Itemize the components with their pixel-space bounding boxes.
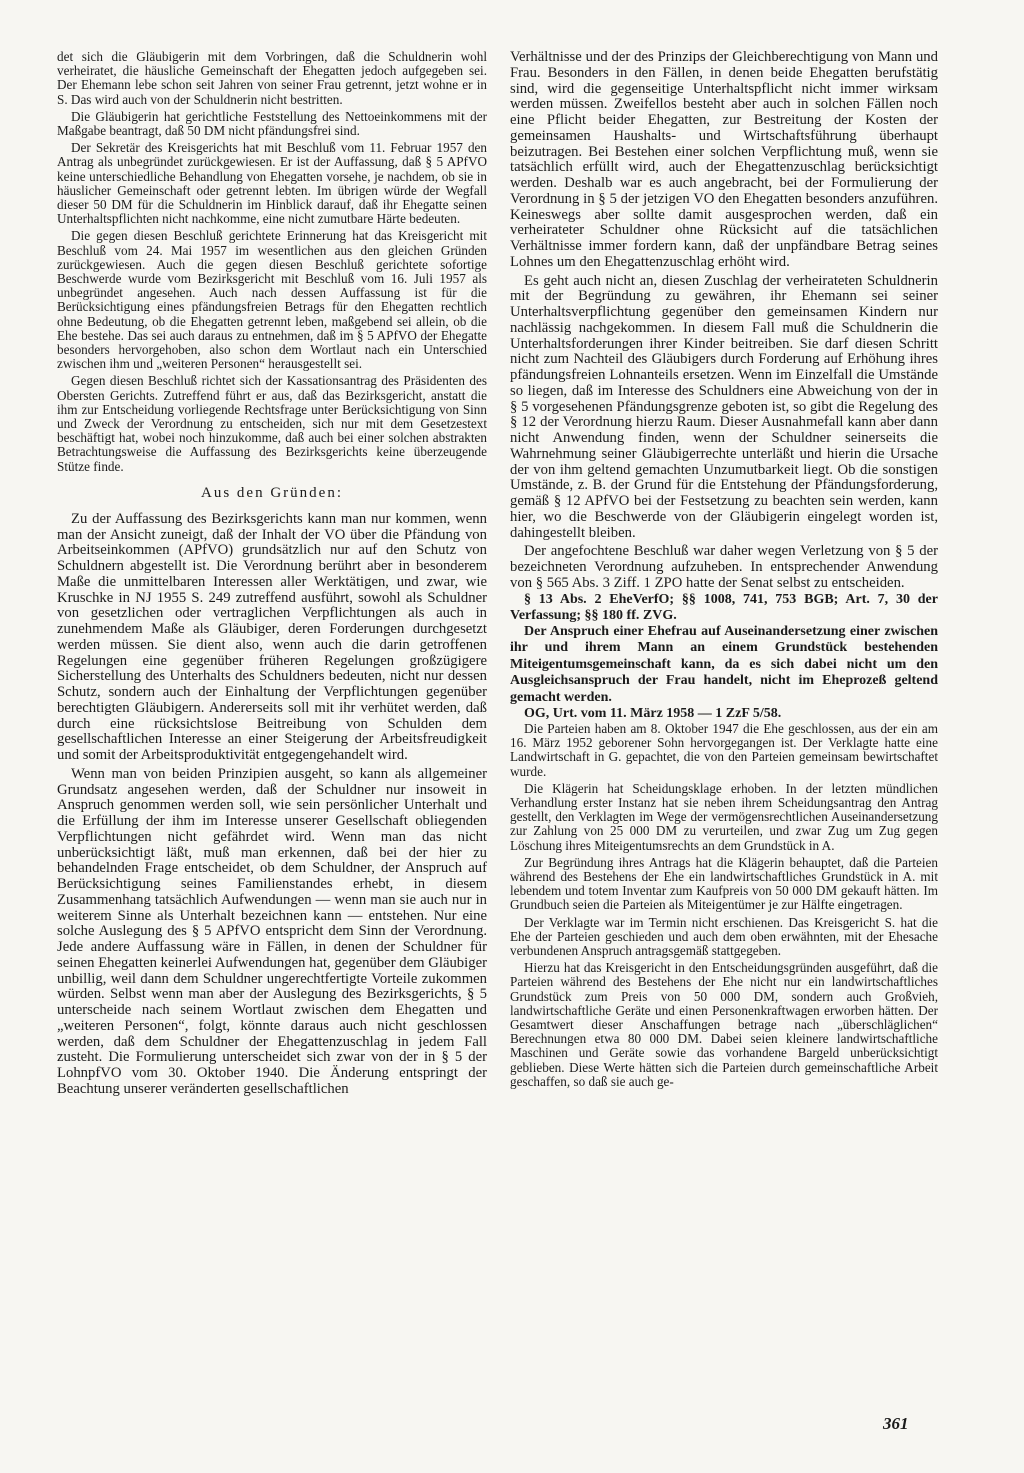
paragraph: Verhältnisse und der des Prinzips der Gleichberechtigung von Mann und Frau. Besonders in den Fällen, in denen beide Ehegatten berufstätig sind, wird die gegenseitige Unterhaltspflicht nicht immer wirksam werden müssen. Zweifellos besteht aber auch in solchen Fällen noch eine Pflicht beider Ehegatten, zur Bestreitung der Kosten der gemeinsamen Haushalts- und Wirtschaftsführung überhaupt beizutragen. Bei Bestehen einer solchen Verpflichtung muß, wenn sie tatsächlich erfüllt wird, auch der Ehegattenzuschlag berücksichtigt werden. Deshalb war es auch angebracht, bei der Formulierung der Verordnung in § 5 der jetzigen VO den Ehegatten besonders anzuführen. Keineswegs aber sollte damit ausgesprochen werden, daß ein verheirateter Schuldner ohne Rücksicht auf die tatsächlichen Verhältnisse immer fordern kann, daß der unpfändbare Betrag seines Lohnes um den Ehegattenzuschlag erhöht wird. [510, 49, 938, 270]
paragraph: Hierzu hat das Kreisgericht in den Entscheidungsgründen ausgeführt, daß die Parteien während des Bestehens der Ehe nicht nur ein landwirtschaftliches Grundstück zum Preis von 50 000 DM, sondern auch Großvieh, landwirtschaftliche Geräte und einen Personenkraftwagen erworben hätten. Der Gesamtwert dieser Anschaffungen betrage nach „überschläglichen“ Berechnungen etwa 80 000 DM. Dabei seien kleinere landwirtschaftliche Maschinen und Geräte sowie das vorhandene Bargeld unberücksichtigt geblieben. Diese Werte hätten sich die Parteien durch gemeinschaftliche Arbeit geschaffen, so daß sie auch ge- [510, 960, 938, 1089]
court-citation: OG, Urt. vom 11. März 1958 — 1 ZzF 5/58. [524, 706, 782, 721]
paragraph: det sich die Gläubigerin mit dem Vorbringen, daß die Schuldnerin wohl verheiratet, die häusliche Gemeinschaft der Ehegatten jedoch aufgegeben sei. Der Ehemann lebe schon seit Jahren von seiner Frau getrennt, jetzt wohne er in S. Das wird auch von der Schuldnerin nicht bestritten. [57, 49, 487, 107]
paragraph: Der angefochtene Beschluß war daher wegen Verletzung von § 5 der bezeichneten Verordnung aufzuheben. In entsprechender Anwendung von § 565 Abs. 3 Ziff. 1 ZPO hatte der Senat selbst zu entscheiden. [510, 543, 938, 591]
headnote: Der Anspruch einer Ehefrau auf Auseinandersetzung einer zwischen ihr und ihrem Mann an einem Grundstück bestehenden Miteigentumsgemeinschaft kann, da es sich dabei nicht um den Ausgleichsanspruch der Frau handelt, nicht im Eheprozeß geltend gemacht werden. [510, 623, 938, 705]
page-number: 361 [883, 1414, 909, 1433]
paragraph: Die gegen diesen Beschluß gerichtete Erinnerung hat das Kreisgericht mit Beschluß vom 24. Mai 1957 im wesentlichen aus den gleichen Gründen zurückgewiesen. Auch die gegen diesen Beschluß gerichtete sofortige Beschwerde wurde vom Bezirksgericht mit Beschluß vom 16. Juli 1957 als unbegründet angesehen. Auch nach dessen Auffassung ist für die Berücksichtigung eines pfändungsfreien Betrags für den Ehegatten rechtlich ohne Bedeutung, ob die Ehegatten getrennt leben, maßgebend sei allein, ob die Ehe bestehe. Das sei auch daraus zu entnehmen, daß im § 5 APfVO der Ehegatte besonders hervorgehoben, also schon dem Wortlaut nach ein Unterschied zwischen ihm und „weiteren Personen“ herausgestellt sei. [57, 228, 487, 372]
paragraph: Die Gläubigerin hat gerichtliche Feststellung des Nettoeinkommens mit der Maßgabe beantragt, daß 50 DM nicht pfändungsfrei sind. [57, 108, 487, 139]
paragraph: Wenn man von beiden Prinzipien ausgeht, so kann als allgemeiner Grundsatz angesehen werden, daß der Schuldner nur insoweit in Anspruch genommen werden soll, wie sein persönlicher Unterhalt und die Erfüllung der ihm im Interesse unserer Gesellschaft obliegenden Verpflichtungen nicht gefährdet wird. Wenn man das nicht unberücksichtigt läßt, muß man erkennen, daß bei der hier zu behandelnden Frage entscheidet, ob dem Schuldner, der Anspruch auf Berücksichtigung seines Familienstandes erhebt, in diesem Zusammenhang tatsächlich Aufwendungen — wenn man sie auch nur in weiterem Sinne als Unterhalt bezeichnen kann — entstehen. Nur eine solche Auslegung des § 5 APfVO entspricht dem Sinn der Verordnung. Jede andere Auffassung wäre in Fällen, in denen der Schuldner für seinen Ehegatten keinerlei Aufwendungen hat, gegenüber dem Gläubiger unbillig, weil dann dem Schuldner ungerechtfertigte Vorteile zukommen würden. Selbst wenn man aber der Auslegung des Bezirksgerichts, § 5 unterscheide nach seinem Wortlaut zwischen dem Ehegatten und „weiteren Personen“, folgt, könnte daraus auch nicht geschlossen werden, daß dem Schuldner der Ehegattenzuschlag in jedem Fall zusteht. Die Formulierung unterscheidet sich zwar von der in § 5 der LohnpfVO vom 30. Oktober 1940. Die Änderung entspringt der Beachtung unserer veränderten gesellschaftlichen [57, 765, 487, 1097]
paragraph: Zu der Auffassung des Bezirksgerichts kann man nur kommen, wenn man der Ansicht zuneigt, daß der Inhalt der VO über die Pfändung von Arbeitseinkommen (APfVO) grundsätzlich nur auf den Schutz von Schuldnern abgestellt ist. Die Verordnung berührt aber in besonderem Maße die unmittelbaren Interessen aller Werktätigen, und zwar, wie Kruschke in NJ 1955 S. 249 zutreffend ausführt, sowohl als Schuldner von gesetzlichen oder vertraglichen Verpflichtungen als auch in zunehmendem Maße als Gläubiger, deren Forderungen durchgesetzt werden müssen. Sie dient also, wenn auch die darin getroffenen Regelungen eine gegenüber früheren Regelungen großzügigere Sicherstellung des Unterhalts des Schuldners bedeuten, nicht nur dessen Schutz, sondern auch der Einhaltung der Verpflichtungen gegenüber berechtigten Gläubigern. Andererseits soll mit ihr verhütet werden, daß durch eine rücksichtslose Beitreibung von Schulden dem gesellschaftlichen Interesse an einer Steigerung der Arbeitsfreudigkeit und somit der Arbeitsproduktivität entgegengehandelt wird. [57, 510, 487, 764]
left-column [57, 50, 487, 1098]
statute-references: § 13 Abs. 2 EheVerfO; §§ 1008, 741, 753 BGB; Art. 7, 30 der Verfassung; §§ 180 ff. ZVG. [510, 591, 938, 623]
right-column [510, 50, 938, 1089]
paragraph: Zur Begründung ihres Antrags hat die Klägerin behauptet, daß die Parteien während des Bestehens der Ehe ein landwirtschaftliches Grundstück in A. mit lebendem und totem Inventar zum Kaufpreis von 50 000 DM gekauft hätten. Im Grundbuch seien die Parteien als Miteigentümer je zur Hälfte eingetragen. [510, 854, 938, 913]
paragraph: Die Klägerin hat Scheidungsklage erhoben. In der letzten mündlichen Verhandlung erster Instanz hat sie neben ihrem Scheidungsantrag den Antrag gestellt, den Verklagten im Wege der vermögensrechtlichen Auseinandersetzung zur Zahlung von 25 000 DM zu verurteilen, und zwar Zug um Zug gegen Löschung ihres Miteigentumsrechts an dem Grundstück in A. [510, 780, 938, 853]
paragraph: Der Verklagte war im Termin nicht erschienen. Das Kreisgericht S. hat die Ehe der Parteien geschieden und auch dem oben erwähnten, mit der Ehesache verbundenen Anspruch antragsgemäß stattgegeben. [510, 914, 938, 959]
paragraph: Der Sekretär des Kreisgerichts hat mit Beschluß vom 11. Februar 1957 den Antrag als unbegründet zurückgewiesen. Er ist der Auffassung, daß § 5 APfVO keine unterschiedliche Behandlung von Ehegatten vorsehe, je nachdem, ob sie in häuslicher Gemeinschaft oder getrennt lebten. Im übrigen würde der Wegfall dieser 50 DM für die Schuldnerin im Hinblick darauf, daß ihr Ehegatte seinen Unterhaltspflichten nicht nachkomme, eine nicht zumutbare Härte bedeuten. [57, 140, 487, 227]
paragraph: Die Parteien haben am 8. Oktober 1947 die Ehe geschlossen, aus der ein am 16. März 1952 geborener Sohn hervorgegangen ist. Der Verklagte hatte eine Landwirtschaft in G. gepachtet, die von den Parteien gemeinsam bewirtschaftet wurde. [510, 721, 938, 779]
section-heading: Aus den Gründen: [201, 484, 343, 501]
left-small-text-block [57, 50, 487, 474]
paragraph: Es geht auch nicht an, diesen Zuschlag der verheirateten Schuldnerin mit der Begründung zu gewähren, ihr Ehemann sei seiner Unterhaltsverpflichtung gegenüber den gemeinsamen Kindern nur nachlässig nachgekommen. In diesem Fall muß die Schuldnerin die Unterhaltsforderungen ihrer Kinder beitreiben. Sie darf diesen Schritt nicht zum Nachteil des Gläubigers durch Forderung auf Erhöhung ihres pfändungsfreien Lohnanteils ersetzen. Wenn im Einzelfall die Umstände so liegen, daß im Interesse des Schuldners eine Abweichung von der in § 5 vorgesehenen Pfändungsgrenze geboten ist, so gibt die Regelung des § 12 der Verordnung hierzu Raum. Dieser Ausnahmefall kann aber dann nicht Anwendung finden, wenn der Schuldner seinerseits die Wahrnehmung seiner Gläubigerrechte unterläßt und hierin die Ursache der von ihm geltend gemachten Unzumutbarkeit liegt. Ob die sonstigen Umstände, z. B. der Grund für die Entstehung der Pfändungsforderung, gemäß § 12 APfVO bei der Festsetzung zu beachten sein werden, kann hier, wo die Beschwerde von der Gläubigerin eingelegt worden ist, dahingestellt bleiben. [510, 272, 938, 541]
paragraph: Gegen diesen Beschluß richtet sich der Kassationsantrag des Präsidenten des Obersten Gerichts. Zutreffend führt er aus, daß das Bezirksgericht, anstatt die ihm zur Entscheidung vorliegende Rechtsfrage unter Berücksichtigung von Sinn und Zweck der Verordnung zu entscheiden, sich nur mit dem Gesetzestext beschäftigt hat, wobei noch hinzukomme, daß auch bei einer solchen abstrakten Betrachtungsweise die Auffassung des Bezirksgerichts keine überzeugende Stütze finde. [57, 373, 487, 474]
